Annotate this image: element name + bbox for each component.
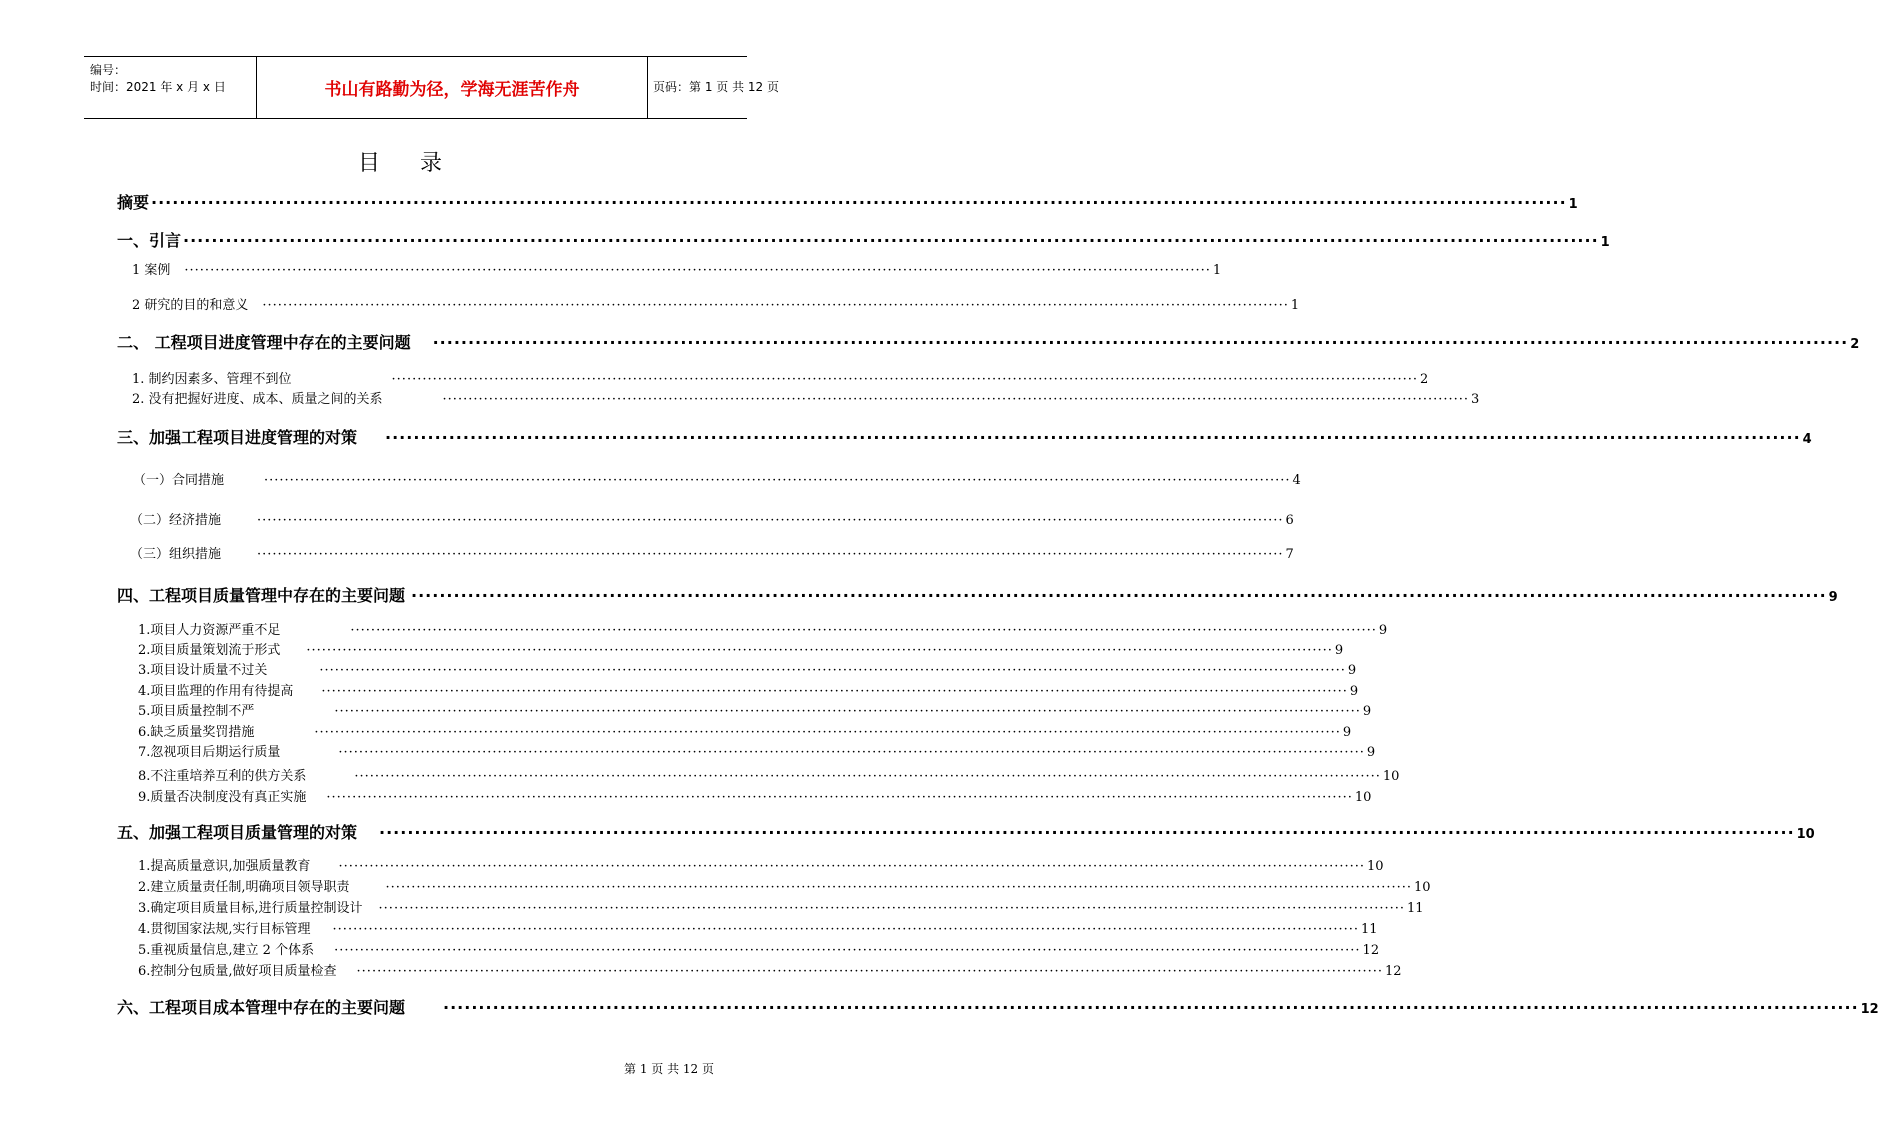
toc-entry-page: 9 [1349, 684, 1359, 699]
toc-entry-label: 4.贯彻国家法规,实行目标管理 [138, 922, 311, 937]
toc-entry[interactable] [117, 425, 1812, 448]
toc-entry-label: 5.项目质量控制不严 [138, 704, 255, 719]
toc-entry-label: 三、加强工程项目进度管理的对策 [117, 428, 358, 447]
toc-entry[interactable] [138, 960, 1402, 979]
toc-entry-label: 9.质量否决制度没有真正实施 [138, 790, 307, 805]
toc-entry-label: 摘要 [117, 193, 150, 212]
toc-entry-label: （三）组织措施 [130, 547, 222, 562]
toc-entry[interactable] [138, 680, 1359, 699]
toc-entry-label: 四、工程项目质量管理中存在的主要问题 [117, 586, 406, 605]
toc-leader-dots: ········································································································································································································ [262, 298, 1289, 313]
toc-entry-page: 3 [1471, 392, 1480, 407]
header-motto-cell [256, 57, 648, 118]
toc-entry[interactable] [117, 583, 1838, 606]
toc-leader-dots: ········································································································································································································ [321, 684, 1348, 699]
toc-entry[interactable] [117, 228, 1610, 251]
toc-entry-page: 9 [1347, 663, 1357, 678]
toc-leader-dots: ········································································································································································································ [350, 623, 1377, 638]
header-motto: 书山有路勤为径，学海无涯苦作舟 [324, 80, 580, 100]
toc-entry-page: 10 [1382, 769, 1400, 784]
toc-entry-label: 3.确定项目质量目标,进行质量控制设计 [138, 901, 363, 916]
toc-leader-dots: ········································································································································································································ [379, 823, 1795, 842]
toc-entry[interactable] [138, 700, 1372, 719]
toc-entry-page: 2 [1850, 337, 1860, 352]
toc-leader-dots: ········································································································································································································ [183, 231, 1599, 250]
toc-entry-page: 11 [1361, 922, 1378, 937]
page-footer: 第 1 页 共 12 页 [624, 1062, 714, 1076]
toc-entry-label: 3.项目设计质量不过关 [138, 663, 268, 678]
toc-entry-page: 9 [1342, 725, 1352, 740]
toc-leader-dots: ········································································································································································································ [391, 372, 1419, 387]
toc-entry-page: 1 [1600, 235, 1610, 250]
toc-entry[interactable] [132, 368, 1429, 387]
toc-entry-label: 1. 制约因素多、管理不到位 [132, 372, 292, 387]
toc-entry[interactable] [133, 469, 1301, 488]
header-left-cell [84, 57, 256, 118]
toc-entry[interactable] [117, 190, 1578, 213]
toc-entry-label: 2.建立质量责任制,明确项目领导职责 [138, 880, 350, 895]
toc-entry-label: 1 案例 [132, 263, 171, 278]
toc-leader-dots: ········································································································································································································ [354, 769, 1381, 784]
toc-entry-label: 1.项目人力资源严重不足 [138, 623, 281, 638]
toc-leader-dots: ········································································································································································································ [443, 998, 1859, 1017]
toc-leader-dots: ········································································································································································································ [332, 922, 1360, 937]
toc-leader-dots: ········································································································································································································ [314, 725, 1341, 740]
toc-entry-page: 9 [1362, 704, 1372, 719]
toc-entry-page: 10 [1354, 790, 1372, 805]
page-header [84, 56, 779, 119]
toc-entry-label: 五、加强工程项目质量管理的对策 [117, 823, 358, 842]
toc-entry-page: 1 [1290, 298, 1300, 313]
toc-entry[interactable] [117, 820, 1815, 843]
toc-entry-page: 9 [1828, 590, 1838, 605]
toc-entry-label: （一）合同措施 [133, 473, 225, 488]
toc-entry[interactable] [138, 876, 1431, 895]
toc-entry[interactable] [138, 741, 1376, 760]
toc-entry[interactable] [130, 509, 1294, 528]
toc-leader-dots: ········································································································································································································ [264, 473, 1291, 488]
toc-entry-page: 12 [1385, 964, 1402, 979]
toc-leader-dots: ········································································································································································································ [385, 880, 1413, 895]
toc-leader-dots: ········································································································································································································ [411, 586, 1827, 605]
toc-leader-dots: ········································································································································································································ [334, 943, 1361, 958]
toc-entry-page: 10 [1414, 880, 1431, 895]
toc-entry-page: 4 [1802, 432, 1812, 447]
toc-entry-page: 7 [1285, 547, 1294, 562]
document-time-label: 时间：2021 年 x 月 x 日 [90, 80, 226, 94]
toc-entry-label: 7.忽视项目后期运行质量 [138, 745, 281, 760]
toc-leader-dots: ········································································································································································································ [442, 392, 1470, 407]
toc-entry-label: 2 研究的目的和意义 [132, 298, 249, 313]
toc-entry-page: 9 [1334, 643, 1344, 658]
toc-entry[interactable] [138, 619, 1388, 638]
toc-entry[interactable] [138, 721, 1352, 740]
toc-entry-page: 10 [1796, 827, 1815, 842]
toc-leader-dots: ········································································································································································································ [319, 663, 1346, 678]
toc-entry-label: 1.提高质量意识,加强质量教育 [138, 859, 311, 874]
toc-entry-label: 2.项目质量策划流于形式 [138, 643, 281, 658]
toc-leader-dots: ········································································································································································································ [257, 547, 1284, 562]
toc-entry[interactable] [130, 543, 1294, 562]
header-right-cell [647, 57, 779, 118]
toc-entry[interactable] [138, 765, 1400, 784]
toc-leader-dots: ········································································································································································································ [334, 704, 1361, 719]
toc-entry-page: 10 [1367, 859, 1384, 874]
toc-entry-label: 4.项目监理的作用有待提高 [138, 684, 294, 699]
toc-entry-page: 12 [1860, 1002, 1879, 1017]
toc-entry-label: 6.缺乏质量奖罚措施 [138, 725, 255, 740]
toc-entry-label: （二）经济措施 [130, 513, 222, 528]
toc-entry[interactable] [117, 995, 1879, 1018]
toc-entry[interactable] [132, 259, 1222, 278]
toc-entry-label: 一、引言 [117, 231, 182, 250]
toc-entry-label: 8.不注重培养互利的供方关系 [138, 769, 307, 784]
toc-entry-page: 1 [1212, 263, 1222, 278]
toc-entry-page: 4 [1292, 473, 1301, 488]
toc-leader-dots: ········································································································································································································ [432, 333, 1849, 352]
toc-entry[interactable] [138, 786, 1372, 805]
toc-entry-page: 9 [1378, 623, 1388, 638]
toc-leader-dots: ········································································································································································································ [326, 790, 1353, 805]
toc-leader-dots: ········································································································································································································ [338, 745, 1365, 760]
toc-leader-dots: ········································································································································································································ [356, 964, 1384, 979]
page-title: 目录 [357, 151, 482, 176]
toc-entry[interactable] [138, 897, 1424, 916]
toc-entry-label: 二、 工程项目进度管理中存在的主要问题 [117, 333, 411, 352]
toc-leader-dots: ········································································································································································································ [184, 263, 1211, 278]
toc-entry-page: 6 [1285, 513, 1294, 528]
toc-entry-label: 2. 没有把握好进度、成本、质量之间的关系 [132, 392, 383, 407]
toc-entry-page: 2 [1420, 372, 1429, 387]
toc-leader-dots: ········································································································································································································ [151, 193, 1567, 212]
toc-entry[interactable] [138, 855, 1384, 874]
toc-leader-dots: ········································································································································································································ [306, 643, 1333, 658]
toc-entry[interactable] [138, 939, 1380, 958]
document-number-label: 编号： [90, 63, 127, 77]
toc-entry[interactable] [132, 388, 1480, 407]
toc-leader-dots: ········································································································································································································ [378, 901, 1406, 916]
toc-leader-dots: ········································································································································································································ [338, 859, 1366, 874]
toc-entry[interactable] [132, 294, 1300, 313]
toc-entry-page: 9 [1366, 745, 1376, 760]
toc-leader-dots: ········································································································································································································ [385, 428, 1801, 447]
toc-entry-label: 5.重视质量信息,建立 2 个体系 [138, 943, 315, 958]
toc-entry[interactable] [138, 639, 1344, 658]
toc-leader-dots: ········································································································································································································ [257, 513, 1284, 528]
toc-entry-label: 六、工程项目成本管理中存在的主要问题 [117, 998, 406, 1017]
toc-entry-page: 11 [1407, 901, 1424, 916]
toc-entry-page: 1 [1568, 197, 1578, 212]
toc-entry[interactable] [138, 918, 1378, 937]
toc-entry[interactable] [138, 659, 1357, 678]
toc-entry-page: 12 [1362, 943, 1380, 958]
header-page-info: 页码：第 1 页 共 12 页 [653, 80, 779, 94]
toc-entry-label: 6.控制分包质量,做好项目质量检查 [138, 964, 337, 979]
toc-entry[interactable] [117, 330, 1860, 353]
